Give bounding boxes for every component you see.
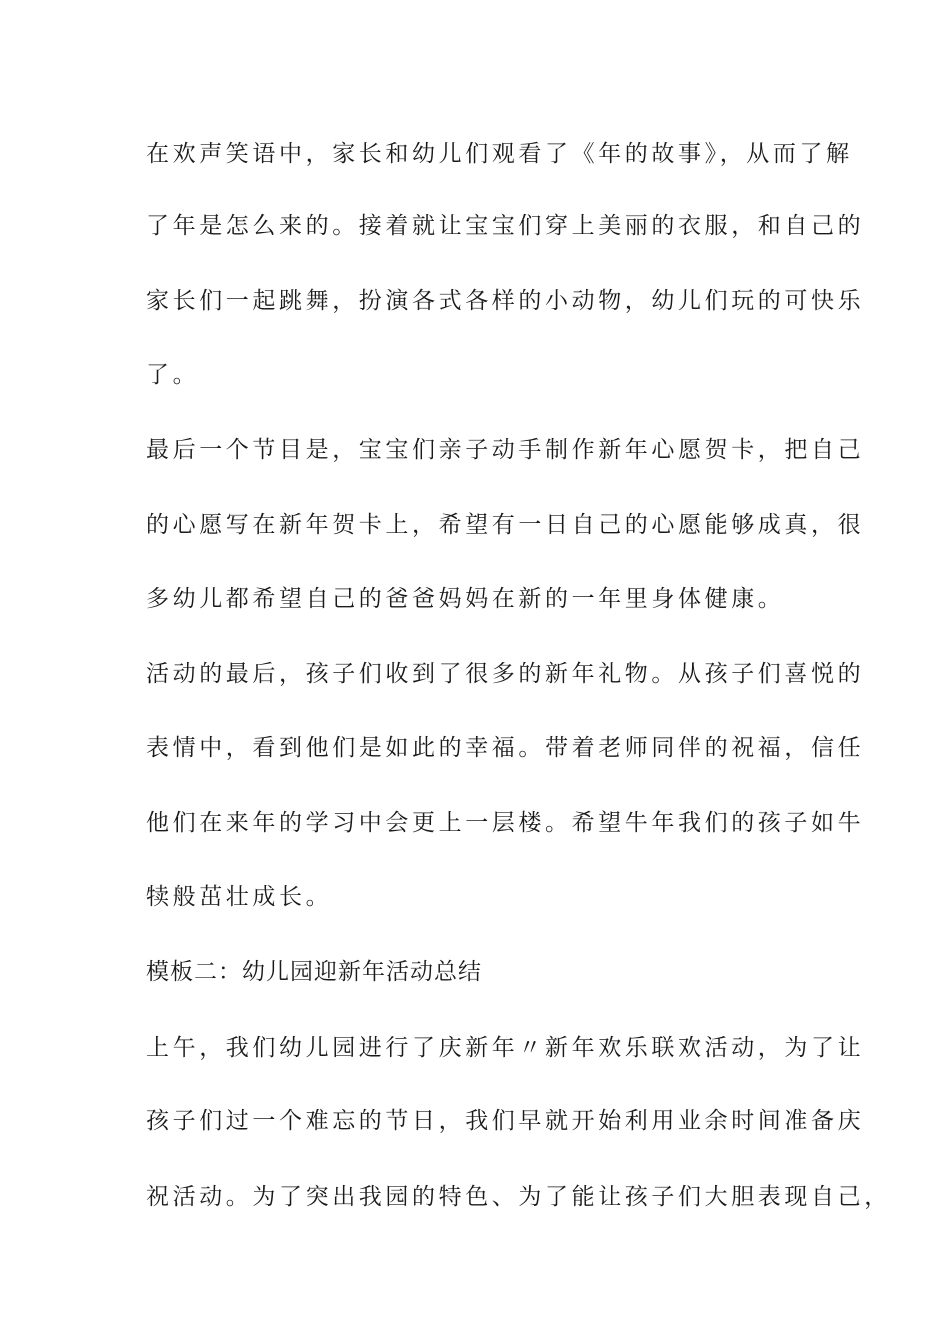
paragraph-1-line-4: 了。 bbox=[146, 362, 200, 388]
paragraph-3-line-4: 犊般茁壮成长。 bbox=[146, 884, 333, 910]
paragraph-1-line-3: 家长们一起跳舞，扮演各式各样的小动物，幼儿们玩的可快乐 bbox=[146, 288, 865, 314]
paragraph-2-line-2: 的心愿写在新年贺卡上，希望有一日自己的心愿能够成真，很 bbox=[146, 512, 865, 538]
section-heading: 模板二：幼儿园迎新年活动总结 bbox=[146, 959, 482, 985]
paragraph-2-line-3: 多幼儿都希望自己的爸爸妈妈在新的一年里身体健康。 bbox=[146, 586, 785, 612]
paragraph-3-line-1: 活动的最后，孩子们收到了很多的新年礼物。从孩子们喜悦的 bbox=[146, 661, 865, 687]
paragraph-3-line-3: 他们在来年的学习中会更上一层楼。希望牛年我们的孩子如牛 bbox=[146, 810, 865, 836]
paragraph-4-line-3: 祝活动。为了突出我园的特色、为了能让孩子们大胆表现自己， bbox=[146, 1184, 891, 1210]
paragraph-2-line-1: 最后一个节目是，宝宝们亲子动手制作新年心愿贺卡，把自己 bbox=[146, 437, 865, 463]
paragraph-3-line-2: 表情中，看到他们是如此的幸福。带着老师同伴的祝福，信任 bbox=[146, 735, 865, 761]
paragraph-4-line-1: 上午，我们幼儿园进行了庆新年〃新年欢乐联欢活动，为了让 bbox=[146, 1035, 865, 1061]
paragraph-4-line-2: 孩子们过一个难忘的节日，我们早就开始利用业余时间准备庆 bbox=[146, 1108, 865, 1134]
paragraph-1-line-2: 了年是怎么来的。接着就让宝宝们穿上美丽的衣服，和自己的 bbox=[146, 213, 865, 239]
paragraph-1-line-1: 在欢声笑语中，家长和幼儿们观看了《年的故事》，从而了解 bbox=[146, 141, 853, 167]
